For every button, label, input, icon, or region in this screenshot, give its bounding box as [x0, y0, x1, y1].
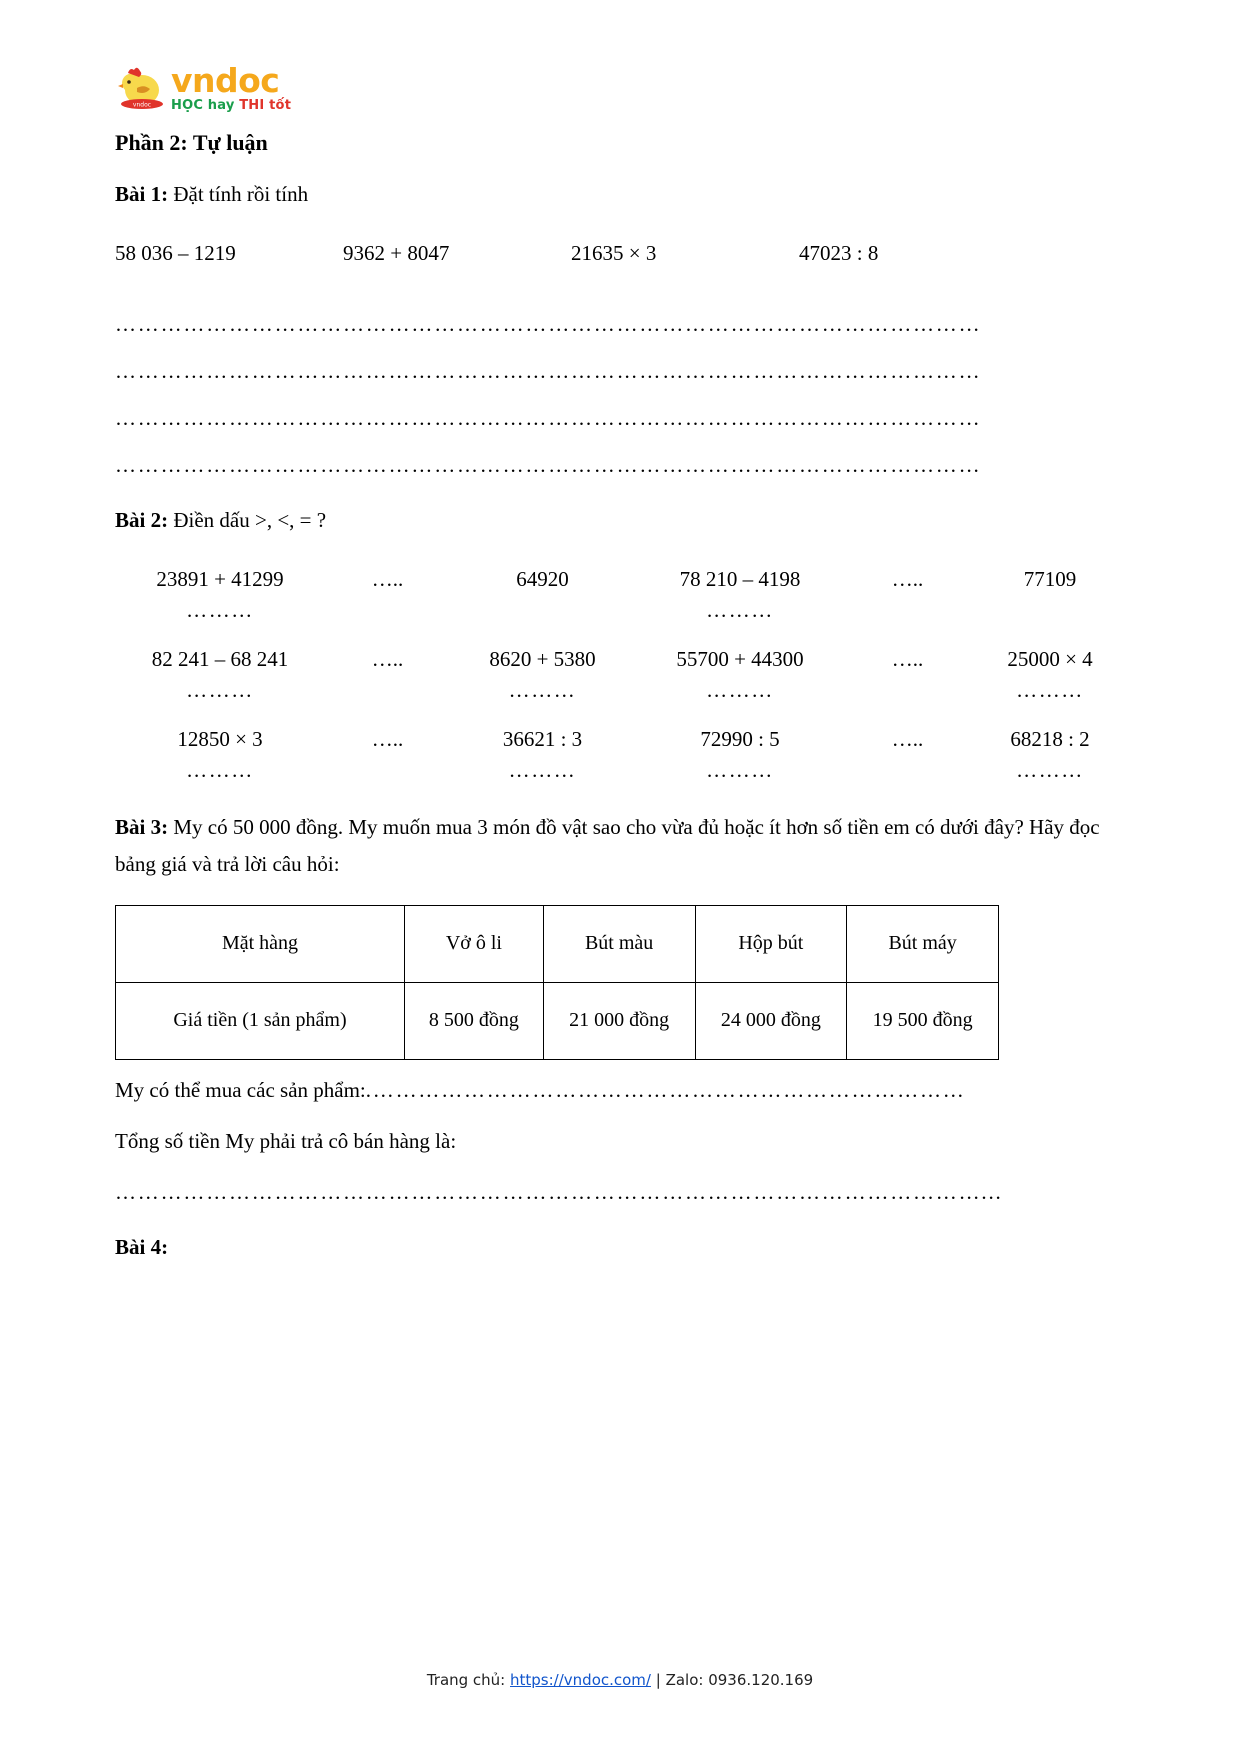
bai1-label: Bài 1:	[115, 182, 169, 206]
compare-answer-slot[interactable]: ………	[186, 758, 254, 782]
bai3-prompt: My có 50 000 đồng. My muốn mua 3 món đồ vật sao cho vừa đủ hoặc ít hơn số tiền em có dưới đây? Hãy đọc bảng giá và trả lời câu hỏi:	[115, 815, 1100, 876]
compare-answer-slot	[845, 678, 970, 703]
footer-suffix: | Zalo: 0936.120.169	[650, 1671, 814, 1689]
compare-right-a: 78 210 – 4198	[679, 567, 801, 591]
table-row	[116, 982, 999, 1059]
bai2-compare-group-3	[115, 727, 1136, 783]
table-cell: 19 500 đồng	[847, 982, 999, 1059]
price-table	[115, 905, 999, 1060]
bai4-label: Bài 4:	[115, 1234, 169, 1259]
bai2-compare-group-2	[115, 647, 1136, 703]
compare-right-a: 55700 + 44300	[676, 647, 804, 671]
compare-answer-row	[115, 758, 1136, 783]
logo-tagline-hoc: HỌC hay	[171, 98, 235, 114]
bai2-heading	[115, 508, 1136, 533]
svg-text:vndoc: vndoc	[132, 101, 152, 109]
bai3-q1-label: My có thể mua các sản phẩm:	[115, 1077, 366, 1102]
table-header-row	[116, 905, 999, 982]
compare-left-b: 64920	[516, 567, 569, 591]
table-header-cell: Bút màu	[543, 905, 695, 982]
bai3-question-1	[115, 1078, 1136, 1103]
bai2-prompt: Điền dấu >, <, = ?	[168, 508, 327, 532]
compare-left-a: 23891 + 41299	[156, 567, 284, 591]
expression-3: 21635 × 3	[571, 241, 657, 265]
compare-answer-slot[interactable]: ………	[508, 678, 577, 702]
footer-prefix: Trang chủ:	[426, 1671, 511, 1689]
compare-left-a: 82 241 – 68 241	[151, 647, 289, 671]
compare-left-b: 8620 + 5380	[489, 647, 596, 671]
compare-answer-slot	[845, 598, 970, 623]
bai3-q2-label: Tổng số tiền My phải trả cô bán hàng là:	[115, 1128, 457, 1153]
compare-answer-slot[interactable]: ………	[186, 598, 254, 622]
compare-left-blank[interactable]: …..	[371, 567, 404, 591]
bai3-question-2	[115, 1129, 1136, 1154]
logo-tagline	[171, 98, 291, 114]
compare-right-b: 77109	[1023, 567, 1077, 591]
bai3-label: Bài 3:	[115, 815, 169, 839]
logo-wordmark: vndoc	[171, 61, 280, 101]
compare-answer-row	[115, 678, 1136, 703]
bai2-label: Bài 2:	[115, 508, 169, 532]
compare-answer-slot[interactable]: ………	[1016, 678, 1084, 702]
compare-answer-slot	[325, 758, 450, 783]
compare-answer-slot[interactable]: ………	[706, 758, 774, 782]
bai3-heading	[115, 809, 1136, 883]
compare-right-blank[interactable]: …..	[891, 567, 924, 591]
table-cell: 24 000 đồng	[695, 982, 847, 1059]
compare-left-blank[interactable]: …..	[371, 647, 404, 671]
compare-row	[115, 647, 1136, 672]
compare-row	[115, 727, 1136, 752]
compare-answer-slot	[845, 758, 970, 783]
expression-2: 9362 + 8047	[343, 241, 450, 265]
logo-tagline-thi: THI tốt	[239, 98, 292, 114]
compare-left-a: 12850 × 3	[177, 727, 263, 751]
table-header-cell: Vở ô li	[405, 905, 544, 982]
compare-right-blank[interactable]: …..	[891, 647, 924, 671]
compare-answer-slot	[450, 598, 635, 623]
table-header-cell: Bút máy	[847, 905, 999, 982]
compare-answer-row	[115, 598, 1136, 623]
compare-left-blank[interactable]: …..	[371, 727, 404, 751]
section-title: Phần 2: Tự luận	[115, 130, 268, 155]
compare-answer-slot[interactable]: ………	[706, 598, 774, 622]
expression-4: 47023 : 8	[799, 241, 879, 265]
compare-right-b: 25000 × 4	[1007, 647, 1093, 671]
bai3-q2-answer-blank[interactable]: ……………………………………………………………………………………………………...	[115, 1179, 1003, 1204]
footer-homepage-link[interactable]: https://vndoc.com/	[510, 1671, 651, 1689]
bai1-answer-line-3[interactable]: ……………………………………………………………………………………………………	[115, 406, 982, 430]
bai1-answer-line-4[interactable]: ……………………………………………………………………………………………………	[115, 453, 982, 477]
table-cell: 21 000 đồng	[543, 982, 695, 1059]
chick-mascot-icon	[115, 62, 167, 114]
bai2-compare-group-1	[115, 567, 1136, 623]
vndoc-logo	[115, 52, 1136, 114]
compare-row	[115, 567, 1136, 592]
bai1-answer-line-2[interactable]: ……………………………………………………………………………………………………	[115, 359, 982, 383]
compare-answer-slot	[325, 678, 450, 703]
bai1-answer-line-1[interactable]: ……………………………………………………………………………………………………	[115, 312, 982, 336]
bai1-prompt: Đặt tính rồi tính	[168, 182, 309, 206]
compare-right-a: 72990 : 5	[700, 727, 780, 751]
bai1-heading	[115, 182, 1136, 207]
compare-answer-slot[interactable]: ………	[706, 678, 774, 702]
compare-answer-slot	[325, 598, 450, 623]
page-footer	[0, 1671, 1240, 1689]
compare-answer-slot[interactable]: ………	[508, 758, 577, 782]
compare-answer-slot	[970, 598, 1130, 623]
table-cell: 8 500 đồng	[405, 982, 544, 1059]
table-header-cell: Hộp bút	[695, 905, 847, 982]
bai3-q1-answer-blank[interactable]: .……………………………………………………………………	[365, 1077, 966, 1102]
compare-right-blank[interactable]: …..	[891, 727, 924, 751]
bai1-expressions	[115, 241, 1136, 266]
expression-1: 58 036 – 1219	[115, 241, 236, 265]
compare-left-b: 36621 : 3	[502, 727, 583, 751]
table-header-cell: Mặt hàng	[116, 905, 405, 982]
table-cell: Giá tiền (1 sản phẩm)	[116, 982, 405, 1059]
compare-answer-slot[interactable]: ………	[186, 678, 254, 702]
compare-right-b: 68218 : 2	[1010, 727, 1090, 751]
compare-answer-slot[interactable]: ………	[1016, 758, 1084, 782]
